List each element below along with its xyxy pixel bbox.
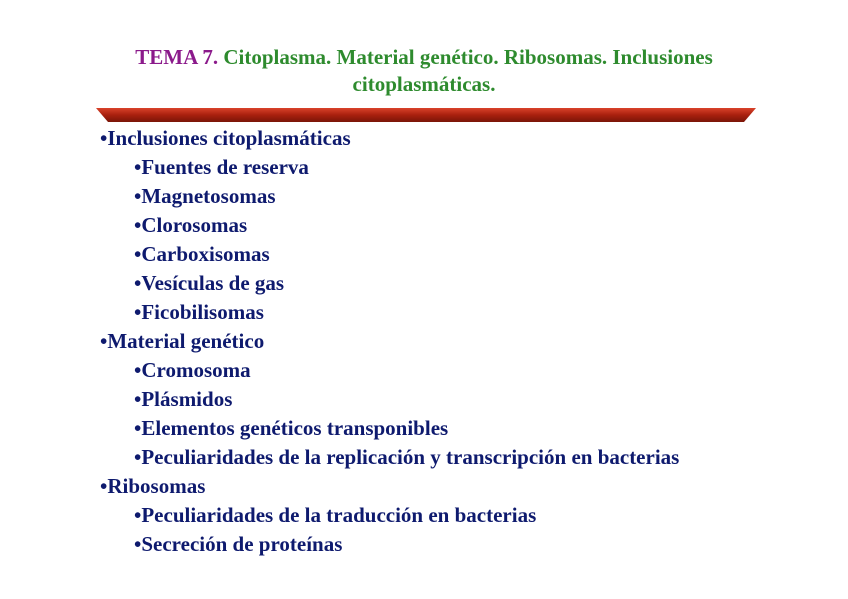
outline-subitem xyxy=(100,240,679,269)
bullet-marker: • xyxy=(100,329,108,353)
bullet-marker: • xyxy=(134,532,142,556)
outline-section xyxy=(100,327,679,356)
outline-item-label: Inclusiones citoplasmáticas xyxy=(107,126,351,150)
outline-subitem xyxy=(100,298,679,327)
bullet-marker: • xyxy=(100,474,108,498)
bullet-marker: • xyxy=(134,503,142,527)
outline-item-label: Magnetosomas xyxy=(141,184,276,208)
outline-item-label: Ficobilisomas xyxy=(141,300,264,324)
slide-title xyxy=(0,44,848,98)
bullet-marker: • xyxy=(134,271,142,295)
outline-subitem xyxy=(100,385,679,414)
outline-section xyxy=(100,472,679,501)
bullet-marker: • xyxy=(100,126,108,150)
bullet-marker: • xyxy=(134,213,142,237)
outline-item-label: Ribosomas xyxy=(107,474,206,498)
title-underline-bar xyxy=(96,106,756,124)
outline-item-label: Clorosomas xyxy=(141,213,248,237)
outline-subitem xyxy=(100,501,679,530)
title-tema-label: TEMA 7. xyxy=(135,45,219,69)
outline-section xyxy=(100,124,679,153)
bullet-marker: • xyxy=(134,445,142,469)
outline-subitem xyxy=(100,269,679,298)
outline-subitem xyxy=(100,443,679,472)
outline-item-label: Carboxisomas xyxy=(141,242,270,266)
outline-item-label: Peculiaridades de la traducción en bacterias xyxy=(141,503,537,527)
bullet-marker: • xyxy=(134,242,142,266)
bullet-marker: • xyxy=(134,300,142,324)
bullet-marker: • xyxy=(134,155,142,179)
outline-item-label: Plásmidos xyxy=(141,387,233,411)
outline-item-label: Fuentes de reserva xyxy=(141,155,309,179)
bullet-marker: • xyxy=(134,184,142,208)
title-text-line-2: citoplasmáticas. xyxy=(352,72,496,96)
title-line-1 xyxy=(0,44,848,71)
outline-item-label: Material genético xyxy=(107,329,265,353)
outline-item-label: Elementos genéticos transponibles xyxy=(141,416,449,440)
bullet-marker: • xyxy=(134,416,142,440)
title-text-line-1: Citoplasma. Material genético. Ribosomas. Inclusiones xyxy=(223,45,713,69)
outline-subitem xyxy=(100,153,679,182)
outline-item-label: Peculiaridades de la replicación y transcripción en bacterias xyxy=(141,445,680,469)
outline-item-label: Cromosoma xyxy=(141,358,251,382)
outline-subitem xyxy=(100,182,679,211)
outline-item-label: Vesículas de gas xyxy=(141,271,285,295)
bullet-marker: • xyxy=(134,358,142,382)
bullet-marker: • xyxy=(134,387,142,411)
outline-subitem xyxy=(100,530,679,559)
outline-subitem xyxy=(100,211,679,240)
outline-subitem xyxy=(100,414,679,443)
outline-item-label: Secreción de proteínas xyxy=(141,532,343,556)
outline-list xyxy=(100,124,679,559)
outline-subitem xyxy=(100,356,679,385)
